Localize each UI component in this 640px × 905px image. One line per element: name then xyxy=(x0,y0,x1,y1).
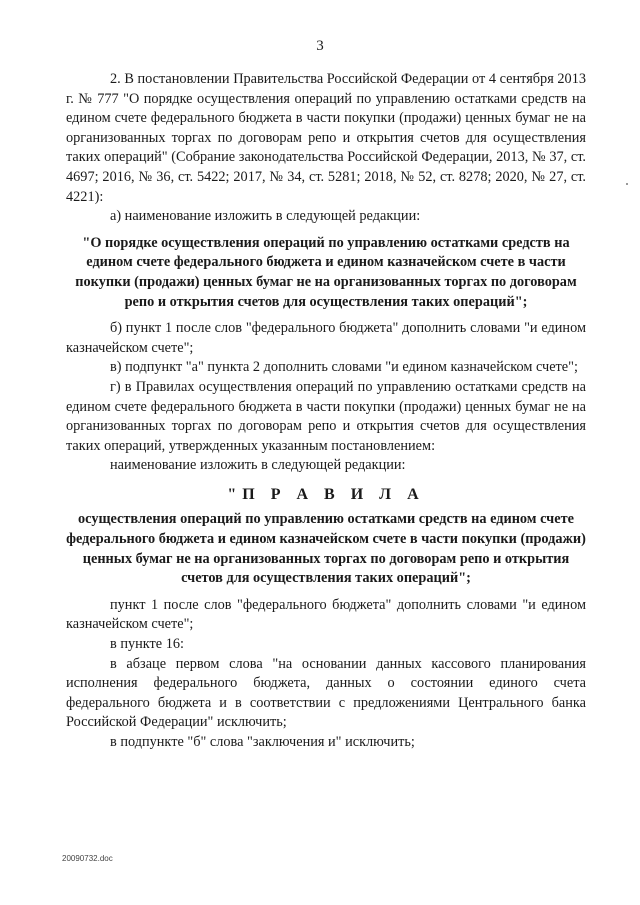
spacer xyxy=(66,589,586,596)
spacer xyxy=(66,227,586,234)
footer-filename: 20090732.doc xyxy=(62,854,113,863)
item-g: г) в Правилах осуществления операций по управлению остатками средств на едином счете федерального бюджета в части покупки (продажи) ценных бумаг не на организованных торгах по договорам репо и открытия счетов для осуществления таких операций, утвержденных указанным постановлением: xyxy=(66,378,586,454)
punkt-1: пункт 1 после слов "федерального бюджета" дополнить словами "и едином казначейском счете"; xyxy=(66,596,586,633)
document-body xyxy=(66,70,586,753)
item-b: б) пункт 1 после слов "федерального бюджета" дополнить словами "и едином казначейском счете"; xyxy=(66,320,586,356)
rules-title: осуществления операций по управлению остатками средств на едином счете федерального бюджета и едином казначейском счете в части покупки (продажи) ценных бумаг не на организованных торгах по договорам репо и открытия счетов для осуществления таких операций"; xyxy=(66,511,586,587)
paragraph-2-intro: 2. В постановлении Правительства Российской Федерации от 4 сентября 2013 г. № 777 "О порядке осуществления операций по управлению остатками средств на едином счете федерального бюджета в части покупки (продажи) ценных бумаг не на организованных торгах по договорам репо и открытия счетов для осуществления таких операций" (Собрание законодательства Российской Федерации, 2013, № 37, ст. 4697; 2016, № 36, ст. 5422; 2017, № 34, ст. 5281; 2018, № 52, ст. 8278; 2020, № 27, ст. 4221): xyxy=(66,71,586,205)
item-v: в) подпункт "а" пункта 2 дополнить словами "и едином казначейском счете"; xyxy=(110,359,578,376)
new-title: "О порядке осуществления операций по управлению остатками средств на едином счете федерального бюджета и едином казначейском счете в части покупки (продажи) ценных бумаг не на организованных торгах по договорам репо и открытия счетов для осуществления таких операций"; xyxy=(75,234,577,310)
name-line: наименование изложить в следующей редакции: xyxy=(110,457,406,474)
pravila-heading: "П Р А В И Л А xyxy=(227,485,425,503)
punkt-16: в пункте 16: xyxy=(110,636,184,653)
item-a: а) наименование изложить в следующей редакции: xyxy=(110,208,421,225)
scan-speck xyxy=(626,183,628,185)
page-number: 3 xyxy=(316,38,324,54)
spacer xyxy=(66,312,586,319)
podpunkt-b: в подпункте "б" слова "заключения и" исключить; xyxy=(110,734,415,750)
abzac-pervyj: в абзаце первом слова "на основании данных кассового планирования исполнения федерального бюджета, данных о состоянии единого счета федерального бюджета и в соответствии с предложениями Центрального банка Российской Федерации" исключить; xyxy=(66,655,586,731)
